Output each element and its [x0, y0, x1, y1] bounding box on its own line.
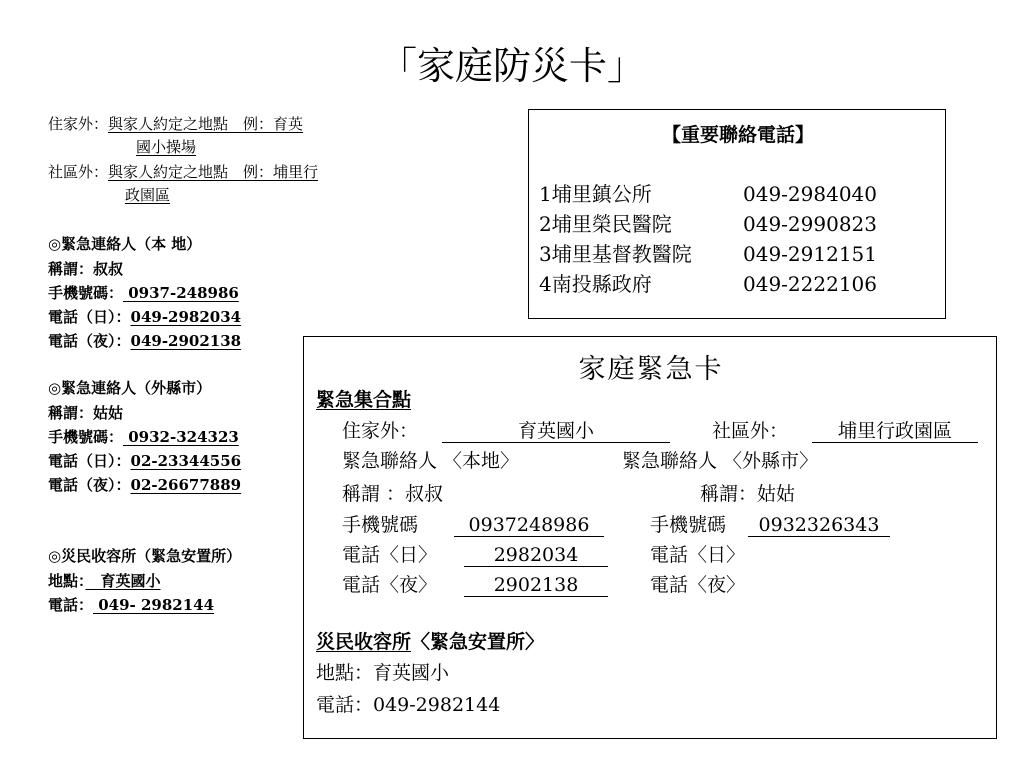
shelter-phone: 電話：049-2982144 [316, 694, 501, 716]
phone-row-number: 049-2912151 [743, 242, 878, 266]
remote-mobile-value: 0932-324323 [123, 428, 239, 446]
local-title: 稱謂 ：叔叔 [342, 483, 444, 505]
local-title-label: 稱謂： [48, 260, 94, 278]
phone-row-name: 4南投縣政府 [539, 272, 652, 296]
remote-title: 稱謂：姑姑 [700, 483, 796, 505]
shelter-heading-main: 災民收容所 [316, 631, 412, 653]
outside-home-line1 [48, 113, 303, 135]
phone-row-name: 1埔里鎮公所 [539, 182, 652, 206]
remote-mobile-label: 手機號碼： [48, 428, 124, 446]
community-outside-value: 埔里行政園區 [812, 420, 978, 443]
remote-mobile-label: 手機號碼 [650, 514, 727, 536]
local-mobile-value: 0937-248986 [123, 284, 239, 302]
local-mobile-value: 0937248986 [454, 514, 604, 537]
remote-day-label: 電話（日）： [48, 452, 131, 470]
local-night-label: 電話（夜）： [48, 332, 131, 350]
outside-home-text: 與家人約定之地點 例：育英 [108, 115, 304, 133]
phone-row-number: 049-2984040 [743, 182, 878, 206]
remote-day-value: 02-23344556 [130, 452, 242, 470]
card-title: 家庭緊急卡 [578, 354, 724, 385]
remote-contact-heading: ◎緊急連絡人（外縣市） [48, 379, 212, 397]
local-title-value: 叔叔 [93, 260, 124, 278]
outside-community-label: 社區外： [48, 163, 109, 181]
local-contact-heading: ◎緊急連絡人（本 地） [48, 235, 202, 253]
outside-home-label: 住家外： [48, 115, 109, 133]
community-outside-label: 社區外： [712, 420, 789, 442]
shelter-phone-label: 電話： [48, 596, 94, 614]
shelter-heading: ◎災民收容所（緊急安置所） [48, 547, 242, 565]
remote-mobile-row [48, 426, 239, 448]
shelter-heading [316, 628, 544, 656]
remote-night-row [48, 474, 241, 496]
outside-community-text: 與家人約定之地點 例：埔里行 [108, 163, 319, 181]
shelter-place-label: 地點： [48, 572, 86, 590]
local-day-value: 049-2982034 [130, 308, 242, 326]
important-phones-box [528, 109, 946, 319]
meeting-point-heading: 緊急集合點 [316, 389, 412, 411]
local-night-row [48, 330, 241, 352]
phone-row-number: 049-2990823 [743, 212, 878, 236]
remote-night-value: 02-26677889 [130, 476, 242, 494]
remote-night-label: 電話〈夜〉 [650, 574, 746, 596]
local-day-label: 電話（日）： [48, 308, 131, 326]
page-title: 「家庭防災卡」 [378, 44, 645, 88]
emergency-card [303, 336, 997, 739]
local-mobile-label: 手機號碼 [342, 514, 419, 536]
shelter-place-row [48, 570, 161, 592]
outside-community-line2: 政園區 [125, 186, 171, 204]
remote-title-label: 稱謂： [48, 404, 94, 422]
remote-title-value: 姑姑 [93, 404, 124, 422]
remote-day-label: 電話〈日〉 [650, 544, 746, 566]
remote-night-label: 電話（夜）： [48, 476, 131, 494]
shelter-phone-row [48, 594, 214, 616]
local-night-value: 2902138 [464, 574, 608, 597]
important-phones-title: 【重要聯絡電話】 [661, 124, 814, 146]
outside-home-line2: 國小操場 [136, 138, 197, 156]
local-mobile-row [48, 282, 239, 304]
shelter-place: 地點：育英國小 [316, 662, 450, 684]
local-mobile-label: 手機號碼： [48, 284, 124, 302]
remote-contact-label: 緊急聯絡人 〈外縣市〉 [622, 450, 819, 472]
local-contact-label: 緊急聯絡人 〈本地〉 [342, 450, 520, 472]
phone-row-name: 2埔里榮民醫院 [539, 212, 672, 236]
shelter-place-value: 育英國小 [85, 572, 161, 590]
local-day-label: 電話〈日〉 [342, 544, 438, 566]
local-day-value: 2982034 [464, 544, 608, 567]
local-night-value: 049-2902138 [130, 332, 242, 350]
phone-row-name: 3埔里基督教醫院 [539, 242, 692, 266]
shelter-phone-value: 049- 2982144 [93, 596, 215, 614]
home-outside-value: 育英國小 [442, 420, 670, 443]
remote-mobile-value: 0932326343 [748, 514, 890, 537]
remote-day-row [48, 450, 241, 472]
remote-title-row [48, 402, 123, 424]
local-day-row [48, 306, 241, 328]
local-night-label: 電話〈夜〉 [342, 574, 438, 596]
home-outside-label: 住家外： [342, 420, 419, 442]
shelter-heading-suffix: 〈緊急安置所〉 [411, 631, 545, 653]
local-title-row [48, 258, 123, 280]
phone-row-number: 049-2222106 [743, 272, 878, 296]
outside-community-line1 [48, 161, 318, 183]
